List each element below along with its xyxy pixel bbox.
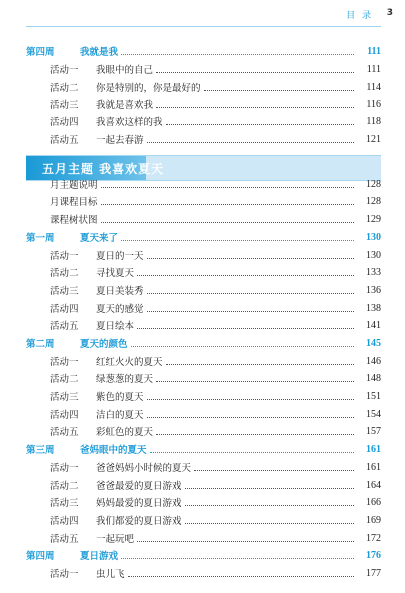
- toc-entry-title: 夏日绘本: [96, 321, 135, 332]
- toc-entry-title: 爸爸妈妈小时候的夏天: [96, 463, 192, 474]
- toc-entry-label: 活动四: [50, 304, 79, 315]
- toc-entry-label: 活动三: [50, 392, 79, 403]
- toc-entry-page: 111: [367, 45, 381, 57]
- toc-entry-act[interactable]: [26, 317, 381, 333]
- toc-entry-label: 活动二: [50, 481, 79, 492]
- toc-entry-title: 红红火火的夏天: [96, 357, 163, 368]
- dot-leader: [156, 381, 354, 382]
- toc-entry-act[interactable]: [26, 494, 381, 510]
- toc-entry-label: 活动四: [50, 117, 79, 128]
- toc-entry-act[interactable]: [26, 79, 381, 95]
- toc-entry-label: 活动一: [50, 65, 79, 76]
- toc-entry-label: 活动二: [50, 374, 79, 385]
- toc-entry-page: 148: [366, 372, 381, 384]
- toc-entry-title: 你是特别的，你是最好的: [96, 83, 201, 94]
- toc-entry-title: 彩虹色的夏天: [96, 427, 154, 438]
- dot-leader: [101, 222, 354, 223]
- toc-entry-page: 164: [366, 479, 381, 491]
- toc-entry-act[interactable]: [26, 530, 381, 546]
- toc-entry-label: 活动四: [50, 410, 79, 421]
- toc-entry-title: 夏天的颜色: [80, 339, 128, 350]
- dot-leader: [147, 258, 354, 259]
- dot-leader: [131, 346, 354, 347]
- toc-entry-week[interactable]: [26, 441, 381, 457]
- toc-entry-sub[interactable]: [26, 211, 381, 227]
- toc-entry-act[interactable]: [26, 370, 381, 386]
- toc-entry-page: 129: [366, 213, 381, 225]
- toc-entry-act[interactable]: [26, 423, 381, 439]
- dot-leader: [121, 240, 354, 241]
- toc-entry-title: 夏日游戏: [80, 551, 119, 562]
- toc-entry-page: 138: [366, 302, 381, 314]
- toc-entry-act[interactable]: [26, 247, 381, 263]
- toc-entry-act[interactable]: [26, 282, 381, 298]
- dot-leader: [147, 142, 354, 143]
- toc-entry-page: 141: [366, 319, 381, 331]
- toc-entry-page: 166: [366, 496, 381, 508]
- toc-entry-page: 116: [366, 98, 381, 110]
- toc-entry-title: 我喜欢这样的我: [96, 117, 163, 128]
- dot-leader: [137, 275, 354, 276]
- toc-entry-title: 课程树状图: [50, 215, 98, 226]
- toc-entry-sub[interactable]: [26, 193, 381, 209]
- toc-entry-label: 活动三: [50, 286, 79, 297]
- toc-entry-title: 我就是喜欢我: [96, 100, 154, 111]
- toc-entry-act[interactable]: [26, 300, 381, 316]
- toc-entry-label: 活动一: [50, 569, 79, 580]
- dot-leader: [147, 399, 354, 400]
- dot-leader: [166, 364, 354, 365]
- toc-entry-page: 161: [366, 461, 381, 473]
- banner-title: 五月主题 我喜欢夏天: [42, 162, 165, 176]
- toc-entry-page: 121: [366, 133, 381, 145]
- toc-entry-page: 157: [366, 425, 381, 437]
- toc-entry-act[interactable]: [26, 565, 381, 581]
- dot-leader: [156, 72, 354, 73]
- toc-entry-page: 161: [366, 443, 381, 455]
- toc-entry-page: 130: [366, 231, 381, 243]
- toc-entry-page: 154: [366, 408, 381, 420]
- toc-entry-page: 151: [366, 390, 381, 402]
- dot-leader: [128, 576, 354, 577]
- dot-leader: [166, 124, 354, 125]
- dot-leader: [185, 523, 354, 524]
- dot-leader: [150, 452, 354, 453]
- toc-entry-label: 活动三: [50, 498, 79, 509]
- toc-entry-label: 活动四: [50, 516, 79, 527]
- dot-leader: [204, 90, 354, 91]
- toc-entry-title: 月课程目标: [50, 197, 98, 208]
- toc-entry-title: 寻找夏天: [96, 268, 135, 279]
- toc-entry-label: 活动五: [50, 135, 79, 146]
- toc-entry-page: 169: [366, 514, 381, 526]
- toc-entry-page: 177: [366, 567, 381, 579]
- toc-entry-label: 第四周: [26, 551, 55, 562]
- toc-entry-page: 111: [366, 63, 381, 75]
- toc-entry-label: 活动五: [50, 427, 79, 438]
- toc-entry-page: 145: [366, 337, 381, 349]
- toc-entry-title: 爸爸最爱的夏日游戏: [96, 481, 182, 492]
- dot-leader: [147, 293, 354, 294]
- toc-entry-week[interactable]: [26, 547, 381, 563]
- toc-entry-title: 夏天来了: [80, 233, 119, 244]
- dot-leader: [121, 54, 354, 55]
- page-number: 3: [386, 8, 393, 18]
- dot-leader: [185, 505, 354, 506]
- toc-entry-act[interactable]: [26, 406, 381, 422]
- toc-entry-label: 第三周: [26, 445, 55, 456]
- toc-entry-label: 第二周: [26, 339, 55, 350]
- toc-entry-label: 第一周: [26, 233, 55, 244]
- toc-entry-title: 妈妈最爱的夏日游戏: [96, 498, 182, 509]
- toc-entry-page: 118: [366, 115, 381, 127]
- dot-leader: [101, 204, 354, 205]
- toc-entry-act[interactable]: [26, 388, 381, 404]
- running-title: 目 录: [346, 11, 373, 21]
- dot-leader: [185, 488, 354, 489]
- toc-entry-title: 洁白的夏天: [96, 410, 144, 421]
- toc-entry-sub[interactable]: [26, 176, 381, 192]
- dot-leader: [101, 187, 354, 188]
- toc-entry-title: 虫儿飞: [96, 569, 125, 580]
- toc-entry-label: 活动三: [50, 100, 79, 111]
- toc-entry-page: 128: [366, 195, 381, 207]
- toc-entry-label: 活动一: [50, 251, 79, 262]
- toc-entry-page: 176: [366, 549, 381, 561]
- toc-entry-page: 128: [366, 178, 381, 190]
- toc-entry-act[interactable]: [26, 131, 381, 147]
- toc-entry-page: 130: [366, 249, 381, 261]
- toc-entry-week[interactable]: [26, 335, 381, 351]
- toc-entry-week[interactable]: [26, 43, 381, 59]
- toc-entry-act[interactable]: [26, 459, 381, 475]
- toc-entry-title: 我们都爱的夏日游戏: [96, 516, 182, 527]
- toc-entry-page: 114: [366, 81, 381, 93]
- toc-entry-week[interactable]: [26, 229, 381, 245]
- toc-entry-title: 一起玩吧: [96, 534, 135, 545]
- toc-entry-title: 我就是我: [80, 47, 119, 58]
- dot-leader: [137, 541, 354, 542]
- dot-leader: [147, 311, 354, 312]
- toc-entry-title: 我眼中的自己: [96, 65, 154, 76]
- toc-entry-title: 月主题说明: [50, 180, 98, 191]
- toc-entry-label: 活动一: [50, 463, 79, 474]
- toc-entry-act[interactable]: [26, 113, 381, 129]
- dot-leader: [156, 107, 354, 108]
- dot-leader: [137, 328, 354, 329]
- toc-entry-title: 夏天的感觉: [96, 304, 144, 315]
- toc-entry-label: 第四周: [26, 47, 55, 58]
- toc-entry-page: 146: [366, 355, 381, 367]
- dot-leader: [156, 434, 354, 435]
- toc-entry-label: 活动二: [50, 83, 79, 94]
- toc-entry-label: 活动五: [50, 321, 79, 332]
- toc-entry-title: 爸妈眼中的夏天: [80, 445, 147, 456]
- toc-entry-title: 一起去春游: [96, 135, 144, 146]
- toc-entry-act[interactable]: [26, 353, 381, 369]
- toc-entry-act[interactable]: [26, 61, 381, 77]
- toc-entry-page: 133: [366, 266, 381, 278]
- toc-entry-label: 活动二: [50, 268, 79, 279]
- dot-leader: [147, 417, 354, 418]
- toc-entry-page: 136: [366, 284, 381, 296]
- dot-leader: [194, 470, 354, 471]
- toc-entry-act[interactable]: [26, 96, 381, 112]
- toc-entry-title: 夏日美装秀: [96, 286, 144, 297]
- dot-leader: [121, 558, 354, 559]
- toc-entry-label: 活动五: [50, 534, 79, 545]
- toc-entry-act[interactable]: [26, 477, 381, 493]
- toc-entry-page: 172: [366, 532, 381, 544]
- toc-entry-label: 活动一: [50, 357, 79, 368]
- toc-entry-title: 紫色的夏天: [96, 392, 144, 403]
- toc-entry-title: 绿葱葱的夏天: [96, 374, 154, 385]
- toc-entry-title: 夏日的一天: [96, 251, 144, 262]
- toc-entry-act[interactable]: [26, 512, 381, 528]
- toc-entry-act[interactable]: [26, 264, 381, 280]
